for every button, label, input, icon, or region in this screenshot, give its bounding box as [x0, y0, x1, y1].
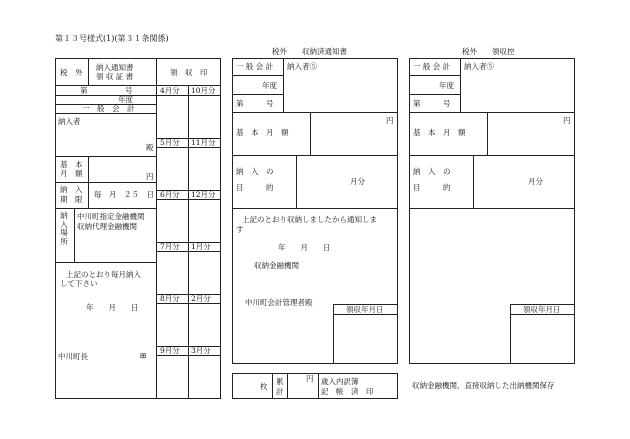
month-right-2: 12月分: [191, 190, 216, 199]
place-divider: [74, 208, 75, 262]
panel3-purpose-2: 目 的: [413, 183, 451, 192]
panel2-purpose-1: 納 入 の: [236, 167, 274, 176]
panel3-yen: 円: [563, 116, 571, 125]
panel2-date: 年 月 日: [278, 243, 331, 252]
panel2-bank: 収納金融機関: [254, 261, 299, 270]
footer-total-1: 累: [276, 377, 284, 386]
footer-divider: [272, 373, 273, 399]
month-left-2: 6月分: [160, 190, 180, 199]
panel3-col-divider: [460, 58, 461, 112]
footer-divider: [318, 373, 319, 399]
base-amount-label-2: 月 額: [60, 169, 83, 178]
month-rule: [156, 303, 221, 304]
tax-type: 税 外: [60, 68, 83, 77]
panel2-number: 第 号: [236, 99, 274, 108]
month-right-5: 3月分: [191, 346, 211, 355]
panel3-number: 第 号: [413, 99, 451, 108]
panel2-yen: 円: [386, 116, 394, 125]
due-text: 毎 月 ２５ 日: [94, 190, 154, 199]
footer-items-1: 歳入内訳簿: [321, 377, 359, 386]
stamp-header: 領 収 印: [170, 68, 208, 77]
rule-base: [55, 182, 156, 183]
panel2-year: 年度: [262, 81, 277, 90]
header-divider: [88, 58, 89, 85]
panel3-rule: [409, 208, 575, 209]
panel2-receipt-date: 領収年月日: [346, 305, 384, 314]
month-rule: [156, 147, 221, 148]
panel3-account: 一 般 会 計: [413, 62, 451, 71]
rule-number: [55, 95, 156, 96]
honorific: 殿: [146, 143, 154, 152]
month-rule: [156, 251, 221, 252]
panel3-rule: [409, 75, 460, 76]
account-label: 一 般 会 計: [82, 104, 135, 113]
footer-yen: 円: [306, 374, 314, 383]
number-label: 第 号: [80, 86, 133, 95]
issue-date: 年 月 日: [86, 303, 139, 312]
month-rule: [156, 355, 221, 356]
year-label: 年度: [118, 95, 133, 104]
panel3-purpose-divider: [473, 155, 474, 208]
panel2-purpose-divider: [296, 155, 297, 208]
panel3-purpose-1: 納 入 の: [413, 167, 451, 176]
panel2-manager: 中川町会計管理者殿: [245, 298, 313, 307]
month-right-0: 10月分: [191, 86, 216, 95]
footer-divider: [287, 373, 288, 399]
payer-label: 納入者: [58, 117, 81, 126]
panel3-rule: [409, 155, 575, 156]
form-number: 第１３号様式(1)(第３１条関係): [55, 34, 169, 43]
month-left-4: 8月分: [160, 294, 180, 303]
month-left-0: 4月分: [160, 86, 180, 95]
panel1-divider: [156, 58, 157, 399]
panel3-rule: [409, 112, 575, 113]
panel3-year: 年度: [439, 81, 454, 90]
month-rule: [156, 95, 221, 96]
panel2-rule: [232, 112, 398, 113]
rule-due: [55, 208, 156, 209]
footer-items-2: 記 帳 済 印: [321, 387, 374, 396]
footer-count: 枚: [260, 382, 268, 391]
panel3-footer-note: 収納金融機関、直接収納した出納機関保存: [412, 381, 555, 390]
month-left-5: 9月分: [160, 346, 180, 355]
notice-line-2: して下さい: [60, 279, 98, 288]
panel3-title: 税外 領収控: [462, 47, 515, 56]
base-amount-yen: 円: [146, 172, 154, 181]
panel2-col-divider: [283, 58, 284, 112]
month-left-1: 5月分: [160, 138, 180, 147]
issuer: 中川町長: [58, 352, 88, 361]
due-label-2: 期 限: [60, 195, 83, 204]
doc-title-receipt: 領 収 証 書: [96, 72, 134, 81]
month-right-3: 1月分: [191, 242, 211, 251]
seal-icon: ⊞: [140, 351, 147, 360]
month-rule: [156, 199, 221, 200]
rule-place: [55, 262, 156, 263]
panel2-base-amount: 基 本 月 額: [236, 128, 289, 137]
panel2-notice-2: す: [236, 225, 244, 234]
month-right-4: 2月分: [191, 294, 211, 303]
footer-total-2: 計: [276, 387, 284, 396]
place-label: 納入場所: [60, 211, 68, 246]
panel2-rule: [232, 75, 283, 76]
panel3-payer: 納入者⑤: [464, 62, 494, 71]
due-label-1: 納 入: [60, 185, 83, 194]
panel3-month-unit: 月分: [528, 177, 543, 186]
panel3-base-divider: [487, 112, 488, 155]
month-left-3: 7月分: [160, 242, 180, 251]
panel2-rule: [232, 155, 398, 156]
panel2-purpose-2: 目 的: [236, 183, 274, 192]
panel2-month-unit: 月分: [350, 177, 365, 186]
panel2-title: 税外 収納済通知書: [272, 47, 347, 56]
panel3-receipt-date: 領収年月日: [523, 305, 561, 314]
month-right-1: 11月分: [191, 138, 216, 147]
rule-payer: [55, 156, 156, 157]
panel2-payer: 納入者⑤: [287, 62, 317, 71]
panel2-account: 一 般 会 計: [236, 62, 274, 71]
panel3-rule: [510, 314, 575, 315]
rule-account: [55, 113, 156, 114]
panel2-rule: [232, 94, 283, 95]
place-line-2: 収納代理金融機関: [77, 222, 137, 231]
place-line-1: 中川町指定金融機関: [77, 212, 145, 221]
panel3-rule: [409, 94, 460, 95]
doc-title-notice: 納入通知書: [96, 63, 134, 72]
panel2-rule: [333, 314, 398, 315]
panel2-base-divider: [310, 112, 311, 155]
panel2-rule: [232, 208, 398, 209]
notice-line-1: 上記のとおり毎月納入: [66, 270, 141, 279]
panel2-notice-1: 上記のとおり収納しましたから通知しま: [242, 215, 377, 224]
base-amount-label-1: 基 本: [60, 160, 83, 169]
panel3-base-amount: 基 本 月 額: [413, 128, 466, 137]
